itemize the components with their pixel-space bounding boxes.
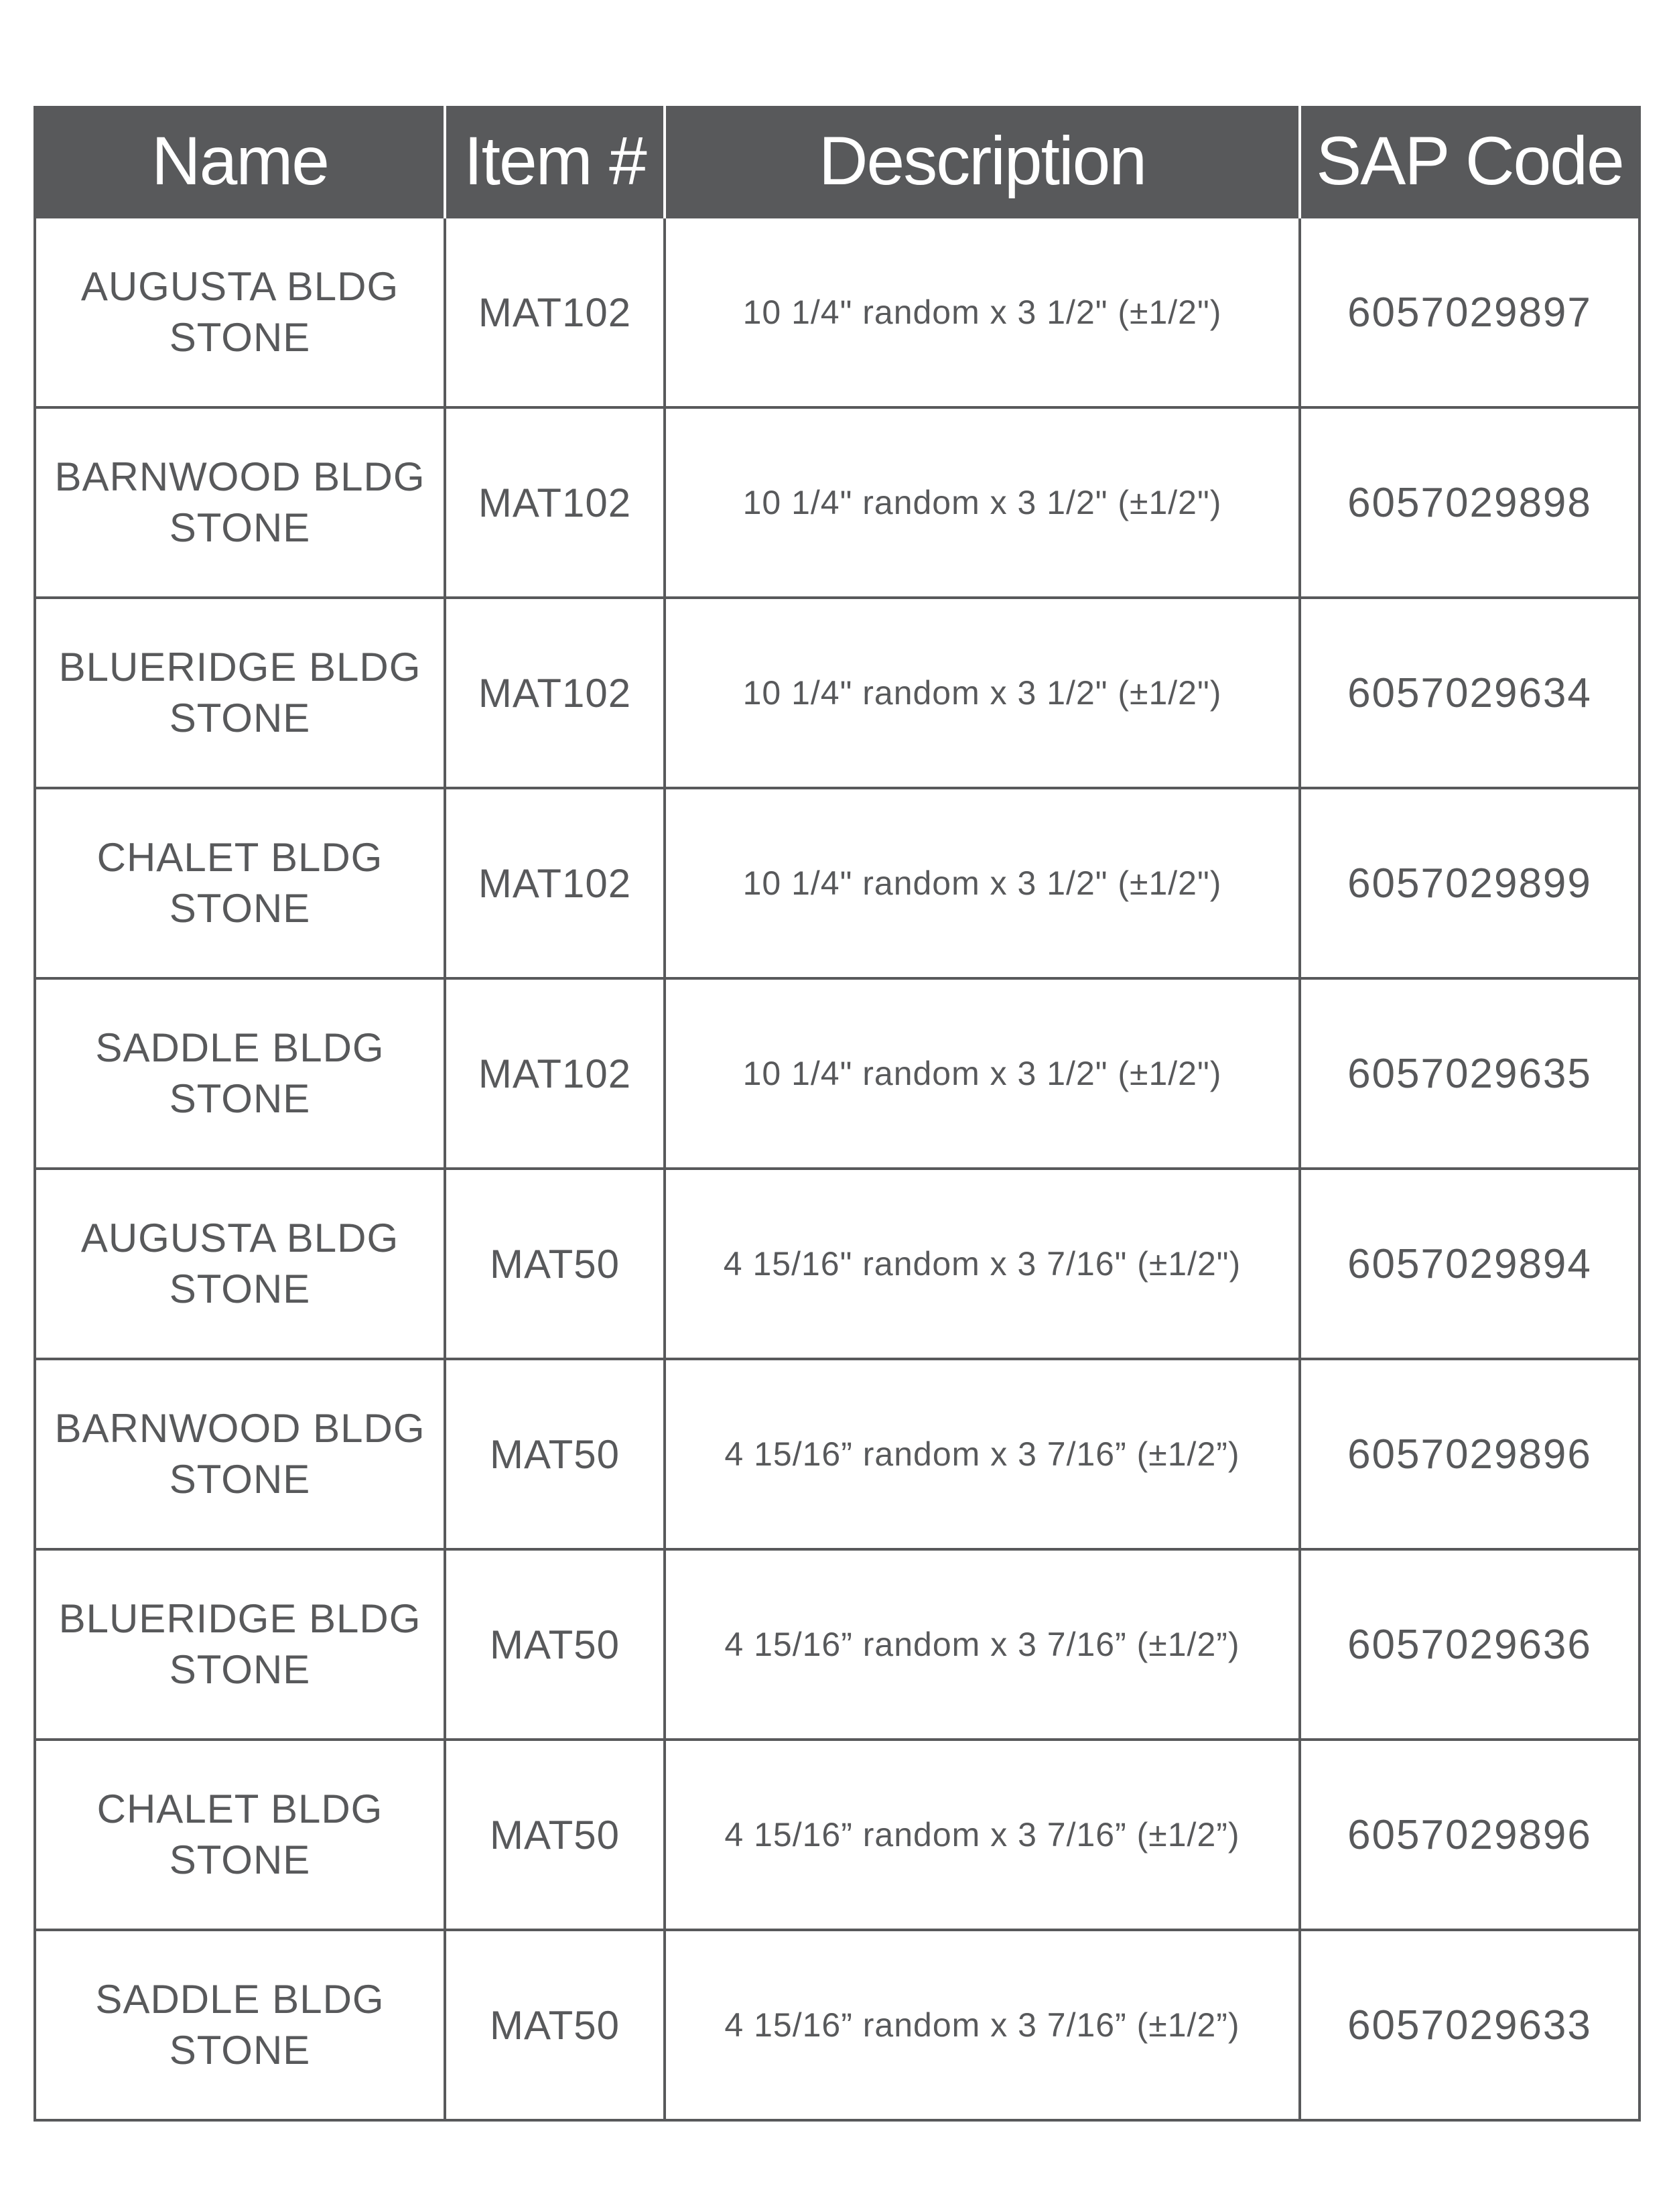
sap-code-cell: 6057029894 bbox=[1300, 1169, 1639, 1359]
item-number-cell: MAT102 bbox=[445, 407, 665, 598]
table-row bbox=[35, 1740, 1639, 1930]
sap-code-cell: 6057029896 bbox=[1300, 1740, 1639, 1930]
sap-code-cell: 6057029898 bbox=[1300, 407, 1639, 598]
name-line-1: AUGUSTA BLDG bbox=[80, 1216, 399, 1260]
name-line-1: SADDLE BLDG bbox=[95, 1025, 385, 1070]
name-line-2: STONE bbox=[169, 886, 311, 931]
sap-code-cell: 6057029635 bbox=[1300, 978, 1639, 1169]
name-line-2: STONE bbox=[169, 696, 311, 740]
name-cell bbox=[35, 788, 445, 978]
header-row bbox=[35, 106, 1639, 217]
description-cell: 10 1/4" random x 3 1/2" (±1/2") bbox=[665, 788, 1300, 978]
sap-code-cell: 6057029899 bbox=[1300, 788, 1639, 978]
name-cell bbox=[35, 598, 445, 788]
name-line-2: STONE bbox=[169, 1457, 311, 1502]
name-line-2: STONE bbox=[169, 1837, 311, 1882]
column-header-item-number: Item # bbox=[445, 106, 665, 217]
name-line-2: STONE bbox=[169, 1647, 311, 1692]
name-line-2: STONE bbox=[169, 315, 311, 360]
name-cell bbox=[35, 217, 445, 407]
item-number-cell: MAT102 bbox=[445, 217, 665, 407]
item-number-cell: MAT102 bbox=[445, 598, 665, 788]
description-cell: 4 15/16” random x 3 7/16” (±1/2”) bbox=[665, 1930, 1300, 2120]
name-cell bbox=[35, 1740, 445, 1930]
item-number-cell: MAT50 bbox=[445, 1740, 665, 1930]
name-cell bbox=[35, 978, 445, 1169]
column-header-sap-code: SAP Code bbox=[1300, 106, 1639, 217]
name-line-1: BARNWOOD BLDG bbox=[54, 1406, 425, 1451]
table-row bbox=[35, 1549, 1639, 1740]
item-number-cell: MAT102 bbox=[445, 788, 665, 978]
name-line-2: STONE bbox=[169, 2028, 311, 2073]
item-number-cell: MAT50 bbox=[445, 1359, 665, 1549]
description-cell: 4 15/16” random x 3 7/16” (±1/2”) bbox=[665, 1359, 1300, 1549]
product-table bbox=[34, 106, 1641, 2122]
description-cell: 4 15/16” random x 3 7/16” (±1/2”) bbox=[665, 1740, 1300, 1930]
name-line-2: STONE bbox=[169, 1076, 311, 1121]
table-body bbox=[35, 217, 1639, 2120]
name-line-1: BARNWOOD BLDG bbox=[54, 454, 425, 499]
name-line-1: CHALET BLDG bbox=[96, 1786, 383, 1831]
name-cell bbox=[35, 1930, 445, 2120]
item-number-cell: MAT102 bbox=[445, 978, 665, 1169]
description-cell: 10 1/4" random x 3 1/2" (±1/2") bbox=[665, 407, 1300, 598]
name-line-1: AUGUSTA BLDG bbox=[80, 264, 399, 309]
name-line-2: STONE bbox=[169, 505, 311, 550]
table-row bbox=[35, 788, 1639, 978]
sap-code-cell: 6057029636 bbox=[1300, 1549, 1639, 1740]
table-row bbox=[35, 407, 1639, 598]
description-cell: 10 1/4" random x 3 1/2" (±1/2") bbox=[665, 217, 1300, 407]
table-header bbox=[35, 106, 1639, 217]
description-cell: 4 15/16" random x 3 7/16" (±1/2") bbox=[665, 1169, 1300, 1359]
table-row bbox=[35, 978, 1639, 1169]
table-row bbox=[35, 1930, 1639, 2120]
name-line-1: BLUERIDGE BLDG bbox=[58, 645, 421, 690]
table-row bbox=[35, 217, 1639, 407]
name-line-1: BLUERIDGE BLDG bbox=[58, 1596, 421, 1641]
item-number-cell: MAT50 bbox=[445, 1549, 665, 1740]
sap-code-cell: 6057029896 bbox=[1300, 1359, 1639, 1549]
name-line-2: STONE bbox=[169, 1266, 311, 1311]
column-header-description: Description bbox=[665, 106, 1300, 217]
name-cell bbox=[35, 1169, 445, 1359]
name-cell bbox=[35, 1359, 445, 1549]
item-number-cell: MAT50 bbox=[445, 1930, 665, 2120]
sap-code-cell: 6057029633 bbox=[1300, 1930, 1639, 2120]
description-cell: 4 15/16” random x 3 7/16” (±1/2”) bbox=[665, 1549, 1300, 1740]
table-row bbox=[35, 598, 1639, 788]
name-cell bbox=[35, 1549, 445, 1740]
table-row bbox=[35, 1169, 1639, 1359]
sap-code-cell: 6057029897 bbox=[1300, 217, 1639, 407]
table-row bbox=[35, 1359, 1639, 1549]
sap-code-cell: 6057029634 bbox=[1300, 598, 1639, 788]
description-cell: 10 1/4" random x 3 1/2" (±1/2") bbox=[665, 598, 1300, 788]
name-cell bbox=[35, 407, 445, 598]
name-line-1: SADDLE BLDG bbox=[95, 1977, 385, 2022]
item-number-cell: MAT50 bbox=[445, 1169, 665, 1359]
column-header-name: Name bbox=[35, 106, 445, 217]
name-line-1: CHALET BLDG bbox=[96, 835, 383, 880]
description-cell: 10 1/4" random x 3 1/2" (±1/2") bbox=[665, 978, 1300, 1169]
